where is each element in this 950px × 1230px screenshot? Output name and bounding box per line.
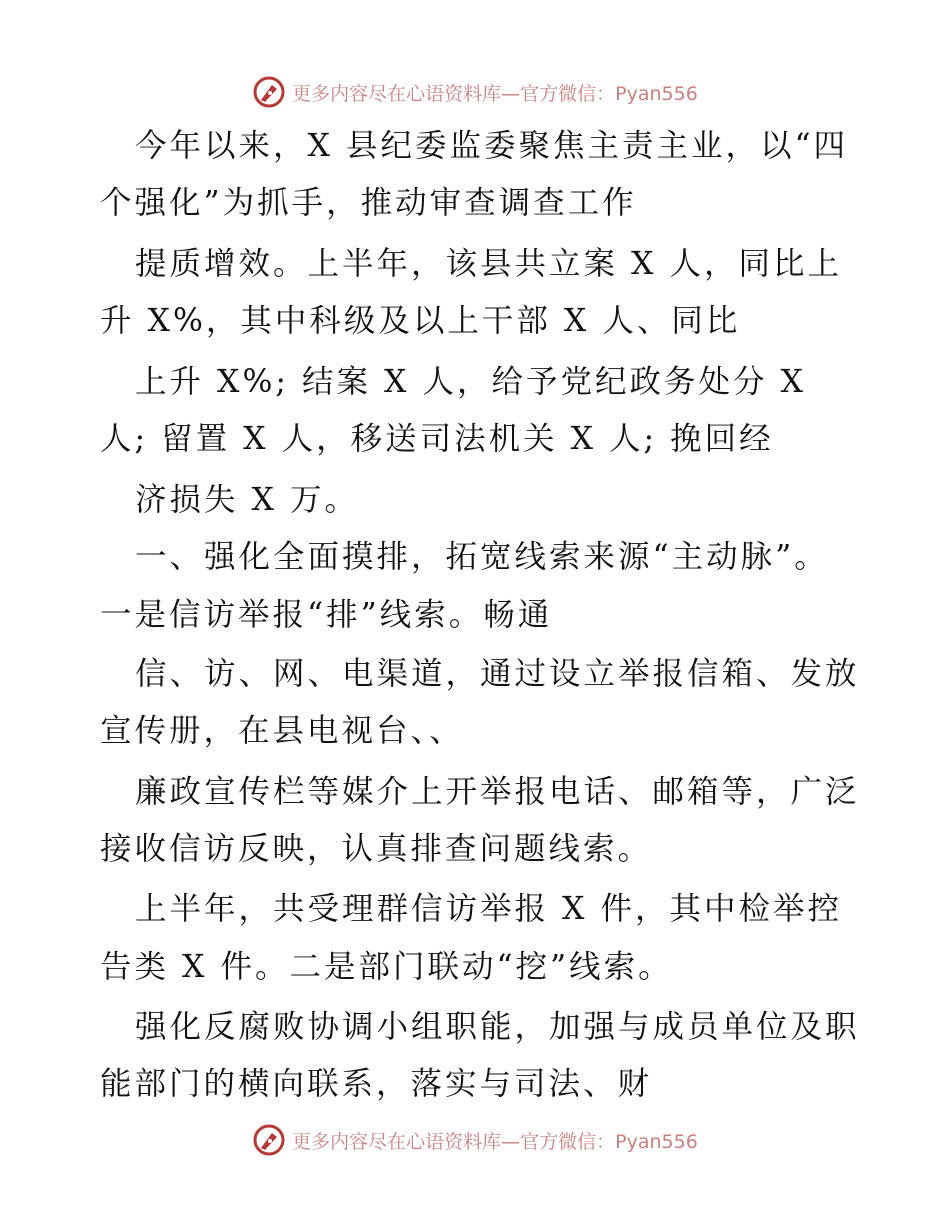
watermark-header <box>0 72 950 112</box>
text-line: 人; 留置 X 人，移送司法机关 X 人; 挽回经 <box>100 421 774 457</box>
pen-nib-circle-icon <box>252 75 286 109</box>
text-line: 个强化”为抓手，推动审查调查工作 <box>100 185 637 221</box>
watermark-text: 更多内容尽在心语资料库—官方微信：Pyan556 <box>292 1130 698 1153</box>
watermark-text: 更多内容尽在心语资料库—官方微信：Pyan556 <box>292 82 698 105</box>
text-line: 告类 X 件。二是部门联动“挖”线索。 <box>100 949 673 985</box>
text-line: 提质增效。上半年，该县共立案 X 人，同比上 <box>135 246 842 282</box>
text-line: 济损失 X 万。 <box>135 482 359 518</box>
text-line: 强化反腐败协调小组职能，加强与成员单位及职 <box>135 1009 860 1045</box>
text-line: 上半年，共受理群信访举报 X 件，其中检举控 <box>135 891 842 927</box>
text-line: 接收信访反映，认真排查问题线索。 <box>100 831 653 867</box>
text-line: 宣传册，在县电视台、、 <box>100 713 464 749</box>
text-line: 今年以来，X 县纪委监委聚焦主责主业，以“四 <box>135 128 849 164</box>
text-line: 能部门的横向联系，落实与司法、财 <box>100 1066 653 1102</box>
text-line: 信、访、网、电渠道，通过设立举报信箱、发放 <box>135 656 860 692</box>
pen-nib-circle-icon <box>252 1123 286 1157</box>
text-line: 上升 X%; 结案 X 人，给予党纪政务处分 X <box>135 364 806 400</box>
text-line: 升 X%，其中科级及以上干部 X 人、同比 <box>100 303 741 339</box>
text-line: 一是信访举报“排”线索。畅通 <box>100 597 553 633</box>
watermark-footer <box>0 1120 950 1160</box>
section-heading: 一、强化全面摸排，拓宽线索来源“主动脉”。 <box>135 539 829 575</box>
text-line: 廉政宣传栏等媒介上开举报电话、邮箱等，广泛 <box>135 774 860 810</box>
